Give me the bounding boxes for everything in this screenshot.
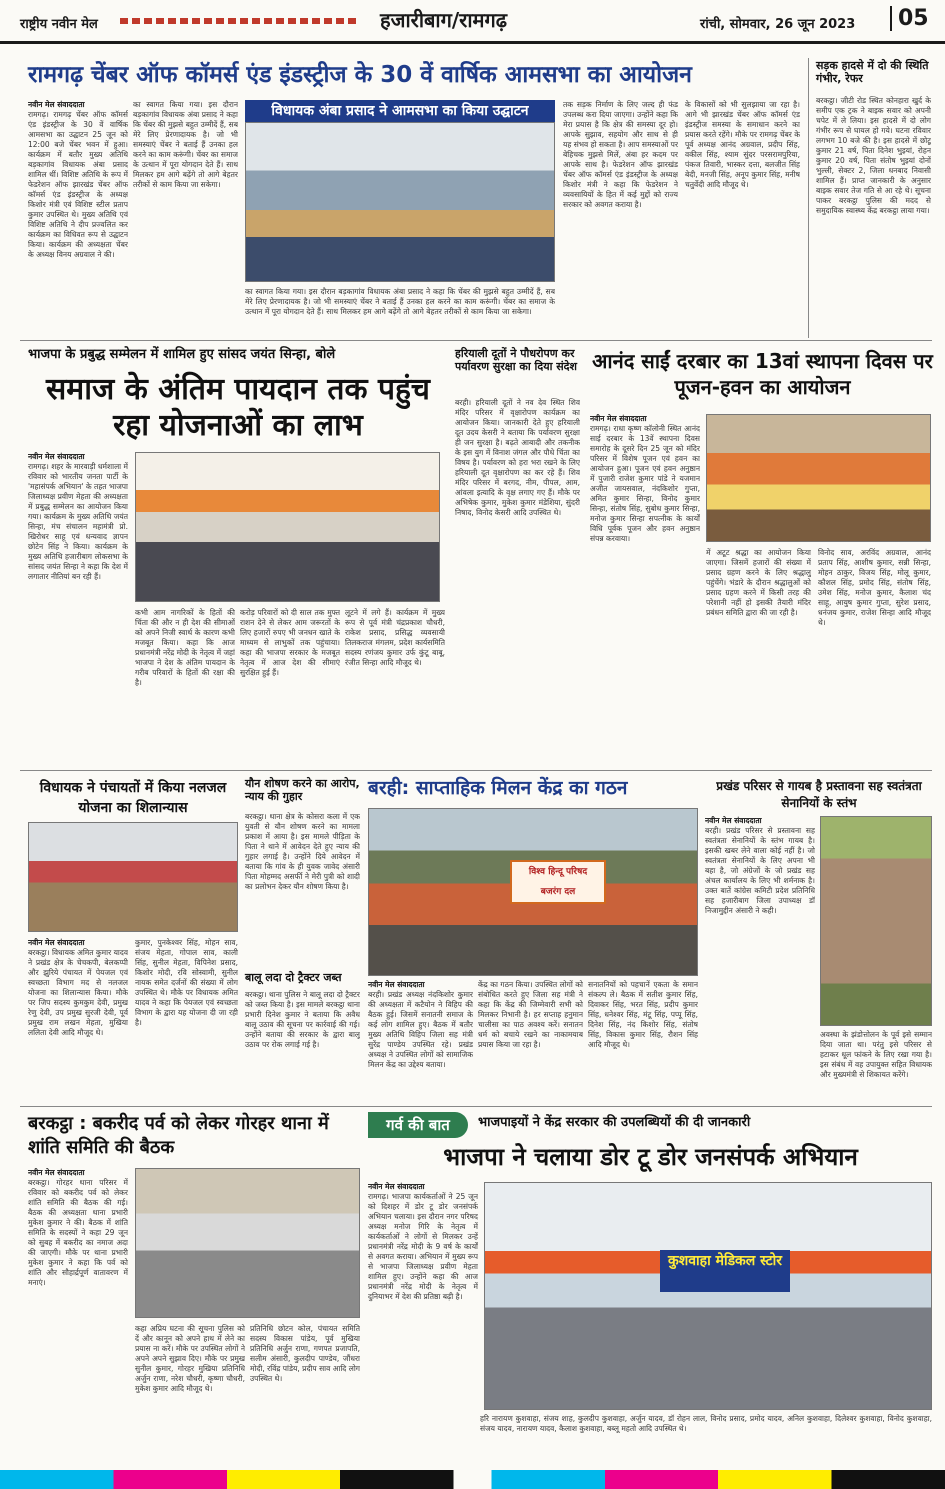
story8-column-3: सनातनियों को पहचानें एकता के समान संकल्प ले। बैठक में सतीश कुमार सिंह, दिवाकर सिंह, भरत सिंह, प्रदीप कुमार सिंह, धनेश्वर सिंह, मंटू सिंह, पप्पू सिंह, दिनेश सिंह, नंद किशोर सिंह, संतोष सिंह, विकास कुमार सिंह, रौशन सिंह आदि मौजूद थे।	[588, 980, 698, 1049]
story8-headline: बरही: साप्ताहिक मिलन केंद्र का गठन	[368, 777, 628, 799]
story1-photo-text: का स्वागत किया गया। इस दौरान बड़कागांव विधायक अंबा प्रसाद ने कहा कि चेंबर की मुझसे बहुत उम्मीदें हैं, सब मेरे लिए प्रेरणादायक है। जो भी समस्याएं चेंबर ने बताई हैं उनका हल करने का काम करूंगी। चेंबर का समाज के उत्थान में पूरा योगदान देते हैं। साथ मिलकर हम आगे बढ़ेंगे तो आगे बेहतर तरीकों से काम किया जा सकेगा।	[245, 287, 555, 316]
story2-column-3: करोड़ परिवारों को दी साल तक मुफ्त राशन देने से लेकर आम जरूरतों के लिए हजारों रुपए भी जनधन खाते के माध्यम से लाभुकों तक पहुंचाया। कहा की भाजपा सरकार के मजबूत नेतृत्व में आज देश की सीमाएं सुरक्षित हुई हैं।	[240, 608, 340, 677]
story5-byline: नवीन मेल संवाददाता	[28, 938, 85, 947]
story1-photo	[245, 122, 555, 282]
story3-body: बरही। हरियाली दूतों ने नव देव स्थित शिव मंदिर परिसर में वृक्षारोपण कार्यक्रम का आयोजन किया। जानकारी देते हुए हरियाली दूत उदय केसरी ने बताया कि पर्यावरण सुरक्षा ही जन सुरक्षा है। बढ़ते आबादी और तकनीक के इस युग में विनाश जंगल और पौधे चिंता का विषय है। पर्यावरण को हरा भरा रखने के लिए हरियाली दूत वृक्षारोपण का कर रहे हैं। शिव मंदिर परिसर में बरगद, नीम, पीपल, आम, आंवला इत्यादि के वृक्ष लगाए गए हैं। मौके पर अभिषेक कुमार, मुकेश कुमार मंडेशिया, सुंदरी निषाद, विनोद केसरी आदि उपस्थित थे।	[455, 398, 580, 517]
story10-photo	[135, 1168, 360, 1318]
column-rule	[808, 58, 809, 338]
story4-column-2: में अटूट श्रद्धा का आयोजन किया जाएगा। जिसमें हजारों की संख्या में प्रसाद ग्रहण करने के लिए श्रद्धालु पहुंचेंगे। भंडारे के दौरान श्रद्धालुओं को प्रसाद ग्रहण करने में किसी तरह की परेशानी नहीं हो इसकी तैयारी मंदिर प्रबंधन समिति द्वारा की जा रही है।	[706, 548, 811, 617]
story11-photo	[484, 1182, 932, 1410]
vhp-banner-line2: बजरंग दल	[540, 887, 576, 897]
story1-column-2: का स्वागत किया गया। इस दौरान बड़कागांव विधायक अंबा प्रसाद ने कहा कि चेंबर की मुझसे बहुत उम्मीदें हैं, सब मेरे लिए प्रेरणादायक है। जो भी समस्याएं चेंबर ने बताई हैं उनका हल करने का काम करूंगी। चेंबर का समाज के उत्थान में पूरा योगदान देते हैं। साथ मिलकर हम आगे बढ़ेंगे तो आगे बेहतर तरीकों से काम किया जा सकेगा।	[133, 100, 238, 189]
story8-byline: नवीन मेल संवाददाता	[368, 980, 425, 989]
story7-headline: बालू लदा दो ट्रैक्टर जब्त	[245, 971, 342, 984]
vhp-banner-line1: विश्व हिन्दू परिषद	[528, 867, 588, 877]
story2-headline: समाज के अंतिम पायदान तक पहुंच रहा योजनाओं का लाभ	[46, 372, 430, 443]
story2-column-4: लूटने में लगे हैं। कार्यक्रम में मुख्य रूप से पूर्व मंत्री चंद्रप्रकाश चौधरी, राकेश प्रसाद, प्रसिद्ध व्यवसायी तिलकराज मंगलम, प्रदेश कार्यसमिति सदस्य रणंजय कुमार उर्फ कुंटू बाबू, रंजीत सिन्हा आदि मौजूद थे।	[345, 608, 445, 667]
story9-photo	[820, 816, 932, 1026]
story6-headline: यौन शोषण करने का आरोप, न्याय की गुहार	[245, 777, 360, 803]
story2-column-2: कभी आम नागरिकों के हितों की चिंता की और न ही देश की सीमाओं को अपने निजी स्वार्थ के कारण कभी मजबूत किया। कहा कि आज प्रधानमंत्री नरेंद्र मोदी के नेतृत्व में जहां भाजपा ने देश के अंतिम पायदान के गरीब परिवारों के हितों की रक्षा की है।	[135, 608, 235, 687]
story2-column-1	[28, 452, 128, 762]
story11-tag: गर्व की बात	[368, 1112, 468, 1138]
story4-body: रामगढ़। राधा कृष्ण कॉलोनी स्थित आनंद साई दरबार के 13वें स्थापना दिवस समारोह के दूसरे दिन 25 जून को मंदिर परिसर में विशेष पूजन एवं हवन का आयोजन हुआ। पूजन एवं हवन अनुष्ठान में पुजारी राजेश कुमार पांडे ने यजमान अजीत जायसवाल, नंदकिशोर गुप्ता, अमित कुमार सिन्हा, विनोद कुमार सिन्हा, संतोष सिंह, सुबोध कुमार सिन्हा, मनोज कुमार सिन्हा सपत्नीक के कार्यों विधि पूर्वक पूजन और हवन अनुष्ठान संपन्न करवाया।	[590, 424, 700, 543]
story11-byline: नवीन मेल संवाददाता	[368, 1182, 425, 1191]
story10-body: बरकट्ठा। गोरहर थाना परिसर में रविवार को बकरीद पर्व को लेकर शांति समिति की बैठक की गई। बैठक की अध्यक्षता थाना प्रभारी मुकेश कुमार ने की। बैठक में शांति समिति के सदस्यों ने कहा 29 जून को सुबह में बकरीद का नमाज अदा की जाएगी। मौके पर थाना प्रभारी मुकेश कुमार ने कहा कि पर्व को शांति और सौहार्द्रपूर्ण वातावरण में मनाएं।	[28, 1178, 128, 1287]
story9-column-2: अवस्था के झंडोत्तोलन के पूर्व इसे सम्मान दिया जाता था। परंतु इसे परिसर से हटाकर धूल फांकने के लिए रखा गया है। इस संबंध में वह उपायुक्त सहित विधायक और मुख्यमंत्री से शिकायत करेंगे।	[820, 1030, 932, 1079]
story2-kicker: भाजपा के प्रबुद्ध सम्मेलन में शामिल हुए सांसद जयंत सिन्हा, बोले	[28, 347, 336, 362]
story10-column-3: प्रतिनिधि छोटन कोल, पंचायत समिति सदस्य विकास पांडेय, पूर्व मुखिया प्रतिनिधि अर्जुन राणा, गणपत प्रजापति, सलीम अंसारी, कुलदीप पाण्डेय, जौंधरा मोदी, रविंद्र पांडेय, प्रदीप साव आदि लोग उपस्थित थे।	[250, 1324, 360, 1383]
story6-body: बरकट्ठा। थाना क्षेत्र के कोसरा कला में एक युवती से यौन शोषण करने का मामला प्रकाश में आया है। इस मामले पीड़िता के पिता ने थाने में आवेदन देते हुए न्याय की गुहार लगाई है। उन्होंने दिये आवेदन में बताया कि गांव के ही युवक जावेद अंसारी पिता मोहम्मद असर्फी ने मेरी पुत्री को शादी का प्रलोभन देकर यौन शोषण किया है।	[245, 812, 360, 891]
story11-kicker: भाजपाइयों ने केंद्र सरकार की उपलब्धियों की दी जानकारी	[478, 1115, 751, 1130]
story7-body: बरकट्ठा। थाना पुलिस ने बालू लदा दो ट्रैक्टर को जब्त किया है। इस मामले बरकट्ठा थाना प्रभारी दिनेश कुमार ने बताया कि अवैध बालू उठाव की सूचना पर कार्रवाई की गई। उन्होंने बताया की सरकार के द्वारा बालू उठाव पर रोक लगाई गई है।	[245, 990, 360, 1049]
story5-headline: विधायक ने पंचायतों में किया नलजल योजना का शिलान्यास	[39, 780, 227, 816]
story8-column-2: केंद्र का गठन किया। उपस्थित लोगों को संबोधित करते हुए जिला सह मंत्री ने कहा कि केंद्र की जिम्मेवारी सभी को मिलकर निभानी है। हर सप्ताह हनुमान चालीसा का पाठ अवश्य करें। सनातन धर्म को बचाये रखने का नाकामयाब प्रयास किया जा रहा है।	[478, 980, 583, 1049]
story2-photo	[135, 452, 440, 602]
story9-body: बरही। प्रखंड परिसर से प्रस्तावना सह स्वतंत्रता सेनानियों के स्तंभ गायब है। इसकी खबर लेने वाला कोई नहीं है। जो स्वतंत्रता सेनानियों के लिए अपना भी बहा है, जो अंग्रेजों के जो प्रखंड सह अंचल कार्यालय के लिए भी शर्मनाक है। उक्त बातें कांग्रेस कमिटी प्रदेश प्रतिनिधि सह हजारीबाग जिला उपाध्यक्ष डॉ निजामुद्दीन अंसारी ने कही।	[705, 826, 815, 915]
masthead-ornament	[120, 18, 360, 24]
story1-photo-caption: विधायक अंबा प्रसाद ने आमसभा का किया उद्घाटन	[245, 100, 555, 122]
story1-column-1	[28, 100, 128, 330]
story5-photo	[28, 822, 238, 932]
story4-column-3: विनोद साव, अरविंद अग्रवाल, आनंद प्रताप सिंह, आशीष कुमार, सन्नी सिन्हा, मोहन ठाकुर, विजय सिंह, मोलू कुमार, कौशल सिंह, प्रमोद सिंह, संतोष सिंह, उमेश सिंह, मनोज कुमार, कैलाश चंद साहू, आयुष कुमार गुप्ता, सुरेश प्रसाद, धनंजय कुमार, राजेश सिन्हा आदि मौजूद थे।	[818, 548, 931, 627]
story5-column-1	[28, 938, 128, 1098]
story4-column-1	[590, 414, 700, 764]
story1-column-3: तक सड़क निर्माण के लिए जल्द ही फंड उपलब्ध करा दिया जाएगा। उन्होंने कहा कि मेरा प्रयास है कि क्षेत्र की समस्या दूर हो। आपके सुझाव, सहयोग और साथ से ही यह संभव हो सकता है। आप समस्याओं पर बेहिचक मुझसे मिलें, अंबा हर कदम पर आपके साथ है। फेडरेशन ऑफ झारखंड चेंबर ऑफ कॉमर्स एंड इंडस्ट्रीज के अध्यक्ष किशोर मंत्री ने कहा कि फेडरेशन ने व्यवसायियों के हित में कई मुद्दों को राज्य सरकार को अवगत कराया है।	[563, 100, 678, 209]
story1-byline: नवीन मेल संवाददाता	[28, 100, 85, 109]
story4-headline: आनंद साईं दरबार का 13वां स्थापना दिवस पर पूजन-हवन का आयोजन	[592, 349, 933, 399]
story8-body: बरही। प्रखंड अध्यक्ष नंदकिशोर कुमार की अध्यक्षता में कटैयोन ने विहिप की बैठक हुई। जिसमें सनातनी समाज के कई लोग शामिल हुए। बैठक में बतौर मुख्य अतिथि विहिप जिला सह मंत्री सुरेंद्र पाण्डेय उपस्थित रहे। प्रखंड अध्यक्ष ने उपस्थित लोगों को सामाजिक मिलन केंद्र का उद्देश्य बताया।	[368, 990, 473, 1069]
shop-sign: कुशवाहा मेडिकल स्टोर	[660, 1250, 790, 1292]
story9-column-1	[705, 816, 815, 1098]
brief-accident-headline: सड़क हादसे में दो की स्थिति गंभीर, रेफर	[816, 59, 929, 85]
story9-headline: प्रखंड परिसर से गायब है प्रस्तावना सह स्वतंत्रता सेनानियों के स्तंभ	[716, 779, 922, 810]
story10-column-1	[28, 1168, 128, 1464]
story9-byline: नवीन मेल संवाददाता	[705, 816, 762, 825]
dateline: रांची, सोमवार, 26 जून 2023	[700, 17, 856, 32]
story1-column-4: के विकासों को भी सुलझाया जा रहा है। आगे भी झारखंड चेंबर ऑफ कॉमर्स एंड इंडस्ट्रीज समस्या के समाधान करने का प्रयास करते रहेंगे। मौके पर रामगढ़ चेंबर के पूर्व अध्यक्ष आनंद अग्रवाल, प्रदीप सिंह, वकील सिंह, श्याम सुंदर परसरामपुरिया, पंकज तिवारी, भास्कर दत्ता, बलजीत सिंह बेदी, मनजी सिंह, अनूप कुमार सिंह, मनीष चतुर्वेदी आदि मौजूद थे।	[685, 100, 800, 189]
story2-body: रामगढ़। शहर के मारवाड़ी धर्मशाला में रविवार को भारतीय जनता पार्टी के 'महासंपर्क अभियान' के तहत भाजपा जिलाध्यक्ष प्रवीण मेहता की अध्यक्षता में प्रबुद्ध सम्मेलन का आयोजन किया गया। कार्यक्रम के मुख्य अतिथि जयंत सिन्हा, मंच संचालन महामंत्री प्रो. खिरोधर साहू एवं धन्यवाद ज्ञापन छोटेन सिंह ने किया। कार्यक्रम के मुख्य अतिथि हजारीबाग लोकसभा के सांसद जयंत सिन्हा ने कहा कि देश में लगातार नीतियां बन रही हैं।	[28, 462, 128, 581]
story2-byline: नवीन मेल संवाददाता	[28, 452, 85, 461]
paper-name: राष्ट्रीय नवीन मेल	[20, 17, 98, 32]
story4-photo	[706, 414, 931, 542]
section-rule	[20, 340, 932, 341]
story5-column-2: कुमार, पुनकेश्वर सिंह, मोहन साव, संजय मेहता, गोपाल साव, काली सिंह, सुनील मेहता, विपिनेश प्रसाद, किशोर मोदी, रवि सोस्वामी, सुनील नायक समेत दर्जनों की संख्या में लोग उपस्थित थे। मौके पर विधायक अमित यादव ने कहा कि पेयजल एवं स्वच्छता विभाग के द्वारा यह योजना दी जा रही है।	[135, 938, 238, 1027]
story11-caption: हरि नारायण कुशवाहा, संजय शाह, कुलदीप कुशवाहा, अर्जुन यादव, डॉ रोहन लाल, विनोद प्रसाद, प्रमोद यादव, अनिल कुशवाहा, दिलेश्वर कुशवाहा, विनोद कुशवाहा, संजय यादव, नारायण यादव, कैलाश कुशवाहा, बब्लू महतो आदि उपस्थित थे।	[480, 1414, 932, 1433]
story11-headline: भाजपा ने चलाया डोर टू डोर जनसंपर्क अभियान	[443, 1143, 858, 1171]
story11-column-1	[368, 1182, 478, 1404]
story10-headline: बरकट्ठा : बकरीद पर्व को लेकर गोरहर थाना में शांति समिति की बैठक	[28, 1113, 329, 1158]
vhp-banner	[510, 860, 606, 904]
section-rule	[20, 1106, 932, 1107]
story8-column-1	[368, 980, 473, 1098]
story11-body: रामगढ़। भाजपा कार्यकर्ताओं ने 25 जून को दिशहर में डोर टू डोर जनसंपर्क अभियान चलाया। इस दौरान नगर परिषद अध्यक्ष मनोज गिरि के नेतृत्व में कार्यकर्ताओं ने लोगों से मिलकर उन्हें प्रधानमंत्री नरेंद्र मोदी के 9 वर्ष के कार्यों से अवगत कराया। अभियान में मुख्य रूप से भाजपा जिलाध्यक्ष प्रवीण मेहता शामिल हुए। उन्होंने कहा की आज प्रधानमंत्री नरेंद्र मोदी के नेतृत्व में दुनियाभर में देश की प्रतिष्ठा बढ़ी है।	[368, 1192, 478, 1301]
section-rule	[20, 770, 932, 771]
story5-body: बरकट्ठा। विधायक अमित कुमार यादव ने प्रखंड क्षेत्र के चेचकपी, बेलकप्पी और झुरिये पंचायत में पेयजल एवं स्वच्छता विभाग मद से नलजल योजना का शिलान्यास किया। मौके पर जिप सदस्य कुमकुम देवी, प्रमुख रेणु देवी, उप प्रमुख सुरजी देवी, पूर्व प्रमुख राम लखन मेहता, मुखिया ललिता देवी आदि मौजूद थे।	[28, 948, 128, 1037]
story4-byline: नवीन मेल संवाददाता	[590, 414, 647, 423]
story3-headline: हरियाली दूतों ने पौधरोपण कर पर्यावरण सुरक्षा का दिया संदेश	[455, 347, 578, 373]
story1-headline: रामगढ़ चेंबर ऑफ कॉमर्स एंड इंडस्ट्रीज के 30 वें वार्षिक आमसभा का आयोजन	[28, 62, 692, 88]
page-number: 05	[890, 6, 929, 31]
story10-column-2: कहा अप्रिय घटना की सूचना पुलिस को दें और कानून को अपने हाथ में लेने का प्रयास ना करें। मौके पर उपस्थित लोगों ने अपने अपने सुझाव दिए। मौके पर प्रमुख सुनील कुमार, गोरहर मुखिया प्रतिनिधि अर्जुन राणा, नरेश चौधरी, कृष्णा चौधरी, मुकेश कुमार आदि मौजूद थे।	[135, 1324, 245, 1393]
brief-accident-body: बरकट्ठा। जीटी रोड स्थित कोनहारा खुर्द के समीप एक ट्रक ने बाइक सवार को अपनी चपेट में ले लिया। इस हादसे में दो लोग गंभीर रूप से घायल हो गये। घटना रविवार लगभग 10 बजे की है। इस हादसे में छोटू कुमार 21 वर्ष, पिता दिनेश भुइयां, रोहन कुमार 20 वर्ष, पिता संतोष भुइयां दोनों भुल्ली, सेक्टर 2, जिला धनबाद निवासी शामिल हैं। प्राप्त जानकारी के अनुसार बाइक सवार तेज गति से आ रहे थे। सूचना पाकर बरकट्ठा पुलिस की मदद से समुदायिक स्वास्थ्य केंद्र बरकट्ठा लाया गया।	[816, 96, 931, 215]
story10-byline: नवीन मेल संवाददाता	[28, 1168, 85, 1177]
print-registration-bar	[0, 1470, 945, 1489]
story1-body: रामगढ़। रामगढ़ चेंबर ऑफ कॉमर्स एंड इंडस्ट्रीज के 30 वें वार्षिक आमसभा का उद्घाटन 25 जून को 12:00 बजे चेंबर भवन में हुआ। कार्यक्रम में बतौर मुख्य अतिथि बड़कागांव विधायक अंबा प्रसाद शामिल थीं। विशिष्ट अतिथि के रूप में फेडरेशन ऑफ झारखंड चेंबर ऑफ कॉमर्स एंड इंडस्ट्रीज के अध्यक्ष किशोर मंत्री एवं विशिष्ट स्टील प्रताप कुमार उपस्थित थे। मुख्य अतिथि एवं विशिष्ट अतिथि ने दीप प्रज्वलित कर कार्यक्रम का विधिवत रूप से उद्घाटन किया। कार्यक्रम की अध्यक्षता चेंबर के अध्यक्ष विनय अग्रवाल ने की।	[28, 110, 128, 259]
section-title: हजारीबाग/रामगढ़	[380, 8, 508, 32]
